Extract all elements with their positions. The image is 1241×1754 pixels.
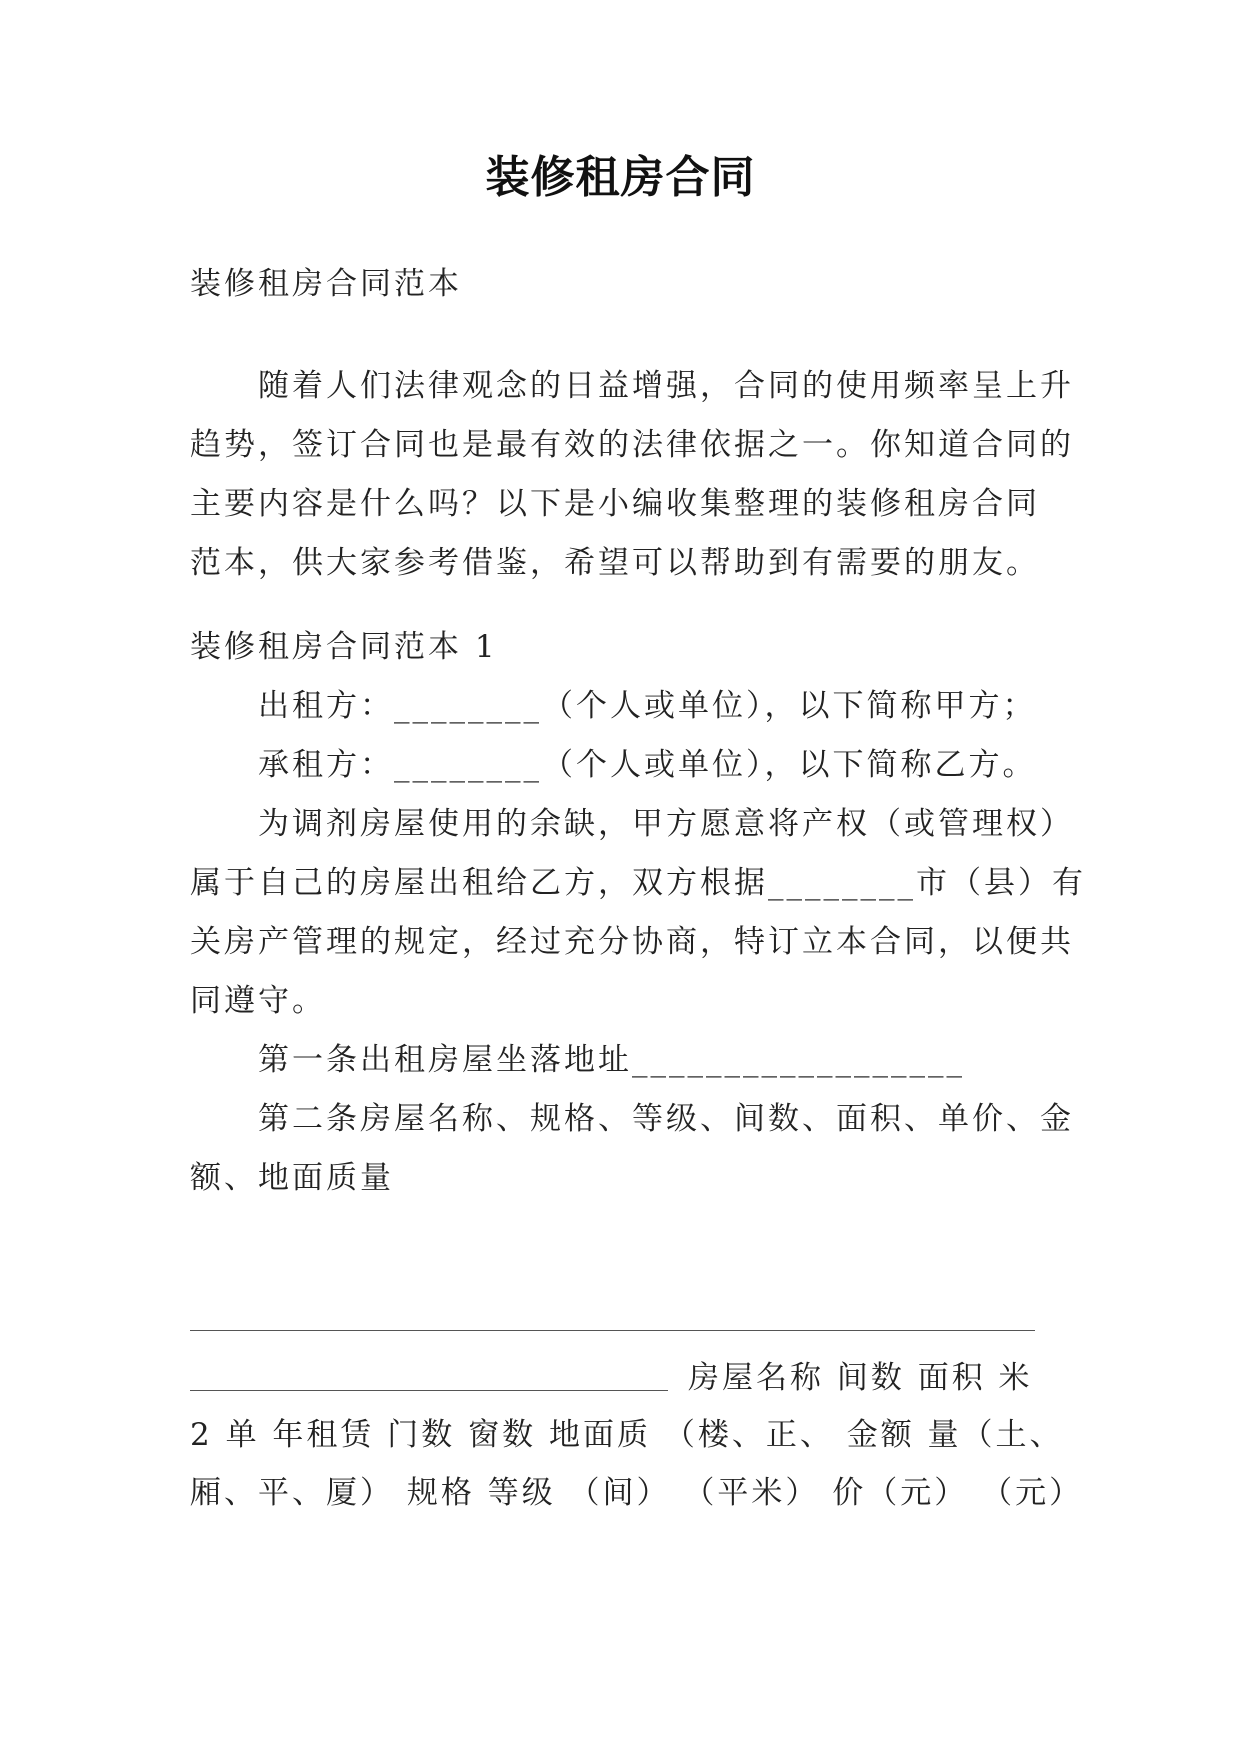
document-title: 装修租房合同 — [485, 152, 756, 203]
lessor-line: 出租方：________（个人或单位），以下简称甲方； — [258, 688, 1037, 724]
intro-paragraph — [190, 357, 1074, 593]
article-2-line: 额、地面质量 — [190, 1160, 394, 1196]
blank-rule — [190, 1390, 668, 1391]
blank-rule — [190, 1330, 1035, 1331]
table-header-line: 房屋名称 间数 面积 米 — [688, 1360, 1033, 1396]
purpose-line: 关房产管理的规定，经过充分协商，特订立本合同，以便共 — [190, 924, 1074, 960]
article-2-line: 第二条房屋名称、规格、等级、间数、面积、单价、金 — [258, 1101, 1074, 1137]
table-header-line: 厢、平、厦） 规格 等级 （间） （平米） 价（元） （元） — [190, 1475, 1084, 1511]
article-1: 第一条出租房屋坐落地址__________________ — [258, 1042, 965, 1078]
document-subtitle: 装修租房合同范本 — [190, 266, 462, 302]
table-header-line: 2 单 年租赁 门数 窗数 地面质 （楼、正、 金额 量（土、 — [190, 1417, 1064, 1453]
purpose-line: 属于自己的房屋出租给乙方，双方根据________市（县）有 — [190, 865, 1086, 901]
lessee-line: 承租方：________（个人或单位），以下简称乙方。 — [258, 747, 1037, 783]
intro-line: 主要内容是什么吗？以下是小编收集整理的装修租房合同 — [190, 486, 1040, 522]
intro-line: 范本，供大家参考借鉴，希望可以帮助到有需要的朋友。 — [190, 545, 1040, 581]
intro-line: 趋势，签订合同也是最有效的法律依据之一。你知道合同的 — [190, 427, 1074, 463]
purpose-line: 同遵守。 — [190, 983, 326, 1019]
intro-line: 随着人们法律观念的日益增强，合同的使用频率呈上升 — [258, 368, 1074, 404]
purpose-line: 为调剂房屋使用的余缺，甲方愿意将产权（或管理权） — [258, 806, 1074, 842]
section-heading: 装修租房合同范本 1 — [190, 629, 498, 665]
contract-body — [190, 618, 1086, 1208]
